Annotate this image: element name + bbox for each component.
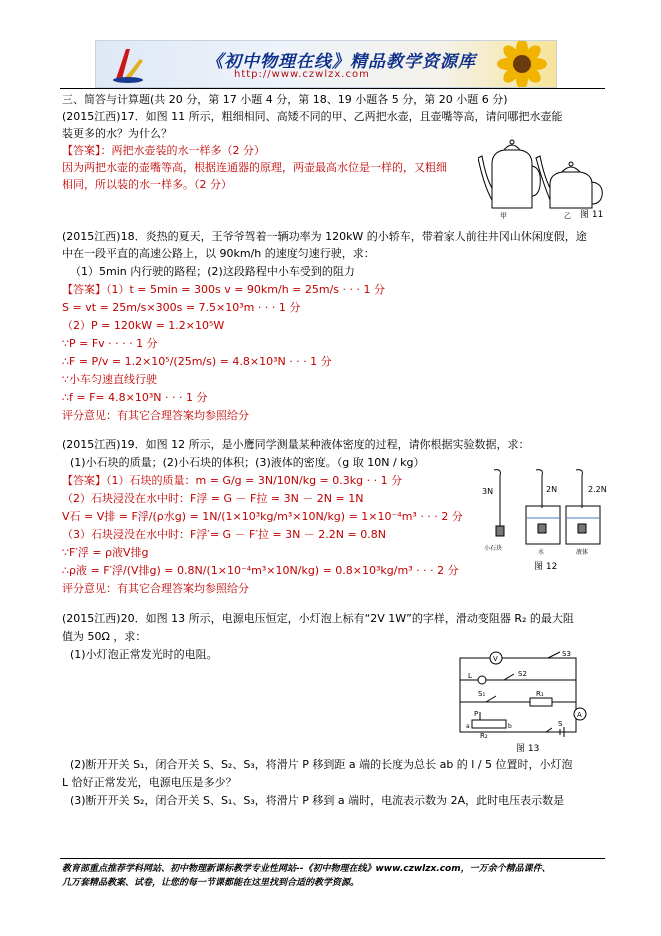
header-rule — [60, 88, 605, 89]
fig12-label-water: 水 — [538, 549, 545, 556]
fig13-voltmeter-label: V — [493, 655, 498, 663]
fig12-label-2-2n: 2.2N — [588, 485, 607, 494]
q19-stem-line1: (2015江西)19．如图 12 所示，是小鹰同学测量某种液体密度的过程，请你根据实验数据，求： — [62, 438, 530, 451]
q18-solution-5: ∴F = P/v = 1.2×10⁵/(25m/s) = 4.8×10³N · · · 1 分 — [62, 355, 332, 368]
fig13-p-label: P — [474, 710, 479, 718]
fig13-lamp-label: L — [468, 672, 472, 680]
fig13-s3-label: S3 — [562, 650, 571, 658]
q18-solution-7: ∴f = F= 4.8×10³N · · · 1 分 — [62, 391, 208, 404]
q17-stem-line2: 装更多的水？为什么？ — [62, 127, 172, 140]
q18-stem-line1: (2015江西)18．炎热的夏天，王爷爷驾着一辆功率为 120kW 的小轿车，带着家人前往井冈山休闲度假，途 — [62, 230, 587, 243]
q18-solution-6: ∵小车匀速直线行驶 — [62, 373, 157, 386]
fig13-a-end-label: a — [466, 723, 470, 730]
site-logo-icon — [110, 45, 146, 83]
fig13-ammeter-label: A — [577, 711, 582, 719]
q19-solution-6: ∴ρ液 = F′浮/(V排g) = 0.8N/(1×10⁻⁴m³×10N/kg) = 0.8×10³kg/m³ · · · 2 分 — [62, 564, 459, 577]
q18-solution-4: ∵P = Fv · · · · 1 分 — [62, 337, 158, 350]
banner-title: 《初中物理在线》精品教学资源库 — [206, 52, 476, 72]
footer-line1: 教育部重点推荐学科网站、初中物理新课标教学专业性网站--《初中物理在线》www.czwlzx.com，一万余个精品课件、 — [62, 864, 551, 874]
q18-solution-1: 【答案】（1）t = 5min = 300s v = 90km/h = 25m/s · · · 1 分 — [62, 283, 386, 296]
q19-grading-note: 评分意见：有其它合理答案均参照给分 — [62, 582, 249, 595]
q18-stem-line3: （1）5min 内行驶的路程；(2)这段路程中小车受到的阻力 — [70, 265, 355, 278]
fig13-r1-label: R₁ — [536, 690, 544, 698]
fig11-label-yi: 乙 — [564, 212, 571, 220]
q20-part1: (1)小灯泡正常发光时的电阻。 — [70, 648, 218, 661]
q20-part3-line1: (3)断开开关 S₂，闭合开关 S、S₁、S₃，将滑片 P 移到 a 端时，电流表示数为 2A，此时电压表示数是 — [70, 794, 565, 807]
sunflower-icon — [488, 41, 556, 87]
fig13-b-end-label: b — [508, 723, 512, 730]
fig13-s-label: S — [558, 720, 563, 728]
banner-url: http://www.czwlzx.com — [234, 69, 370, 80]
q20-part2-line2: L 恰好正常发光，电源电压是多少？ — [62, 776, 237, 789]
q18-solution-3: （2）P = 120kW = 1.2×10⁵W — [62, 319, 225, 332]
figure-13-caption: 图 13 — [516, 744, 540, 754]
q19-stem-line2: (1)小石块的质量；(2)小石块的体积；(3)液体的密度。（g 取 10N / kg） — [70, 456, 425, 469]
q17-explanation-line1: 因为两把水壶的壶嘴等高，根据连通器的原理，两壶最高水位是一样的，又粗细 — [62, 161, 447, 174]
fig11-label-jia: 甲 — [500, 212, 507, 220]
site-banner — [95, 40, 557, 88]
footer-line2: 几万套精品教案、试卷，让您的每一节课都能在这里找到合适的教学资源。 — [62, 878, 360, 888]
fig12-label-2n: 2N — [546, 485, 558, 494]
figure-13-circuit — [456, 650, 606, 740]
figure-12-caption: 图 12 — [534, 562, 558, 572]
q20-part2-line1: (2)断开开关 S₁，闭合开关 S、S₂、S₃，将滑片 P 移到距 a 端的长度为总长 ab 的 l / 5 位置时，小灯泡 — [70, 758, 573, 771]
figure-11-caption: 图 11 — [580, 210, 604, 220]
q18-solution-2: S = vt = 25m/s×300s = 7.5×10³m · · · 1 分 — [62, 301, 301, 314]
fig12-label-liquid: 液体 — [576, 549, 589, 556]
q20-stem-line1: (2015江西)20．如图 13 所示，电源电压恒定，小灯泡上标有“2V 1W”的字样，滑动变阻器 R₂ 的最大阻 — [62, 612, 574, 625]
fig13-r2-label: R₂ — [480, 732, 488, 740]
fig12-label-stone: 小石块 — [484, 545, 503, 552]
section-header: 三、简答与计算题(共 20 分，第 17 小题 4 分，第 18、19 小题各 5 分，第 20 小题 6 分) — [62, 93, 508, 106]
q20-stem-line2: 值为 50Ω ，求： — [62, 630, 147, 643]
q19-solution-1: 【答案】（1）石块的质量：m = G/g = 3N/10N/kg = 0.3kg · · 1 分 — [62, 474, 403, 487]
fig13-s1-label: S₁ — [478, 690, 486, 698]
q17-explanation-line2: 相同，所以装的水一样多。（2 分） — [62, 178, 232, 191]
footer-rule — [60, 858, 605, 859]
q19-solution-3: V石 = V排 = F浮/(ρ水g) = 1N/(1×10³kg/m³×10N/kg) = 1×10⁻⁴m³ · · · 2 分 — [62, 510, 463, 523]
q19-solution-4: （3）石块浸没在水中时：F浮′= G － F′拉 = 3N － 2.2N = 0.8N — [62, 528, 386, 541]
figure-12-density-experiment — [478, 466, 608, 558]
q18-stem-line2: 中在一段平直的高速公路上，以 90km/h 的速度匀速行驶，求： — [62, 247, 375, 260]
q17-stem-line1: (2015江西)17．如图 11 所示，粗细相同、高矮不同的甲、乙两把水壶，且壶嘴等高，请问哪把水壶能 — [62, 110, 563, 123]
fig13-s2-label: S2 — [518, 670, 527, 678]
q18-grading-note: 评分意见：有其它合理答案均参照给分 — [62, 409, 249, 422]
q17-answer: 【答案】：两把水壶装的水一样多（2 分） — [62, 144, 265, 157]
q19-solution-5: ∵F′浮 = ρ液V排g — [62, 546, 149, 559]
q19-solution-2: （2）石块浸没在水中时：F浮 = G － F拉 = 3N － 2N = 1N — [62, 492, 364, 505]
fig12-label-3n: 3N — [482, 487, 494, 496]
